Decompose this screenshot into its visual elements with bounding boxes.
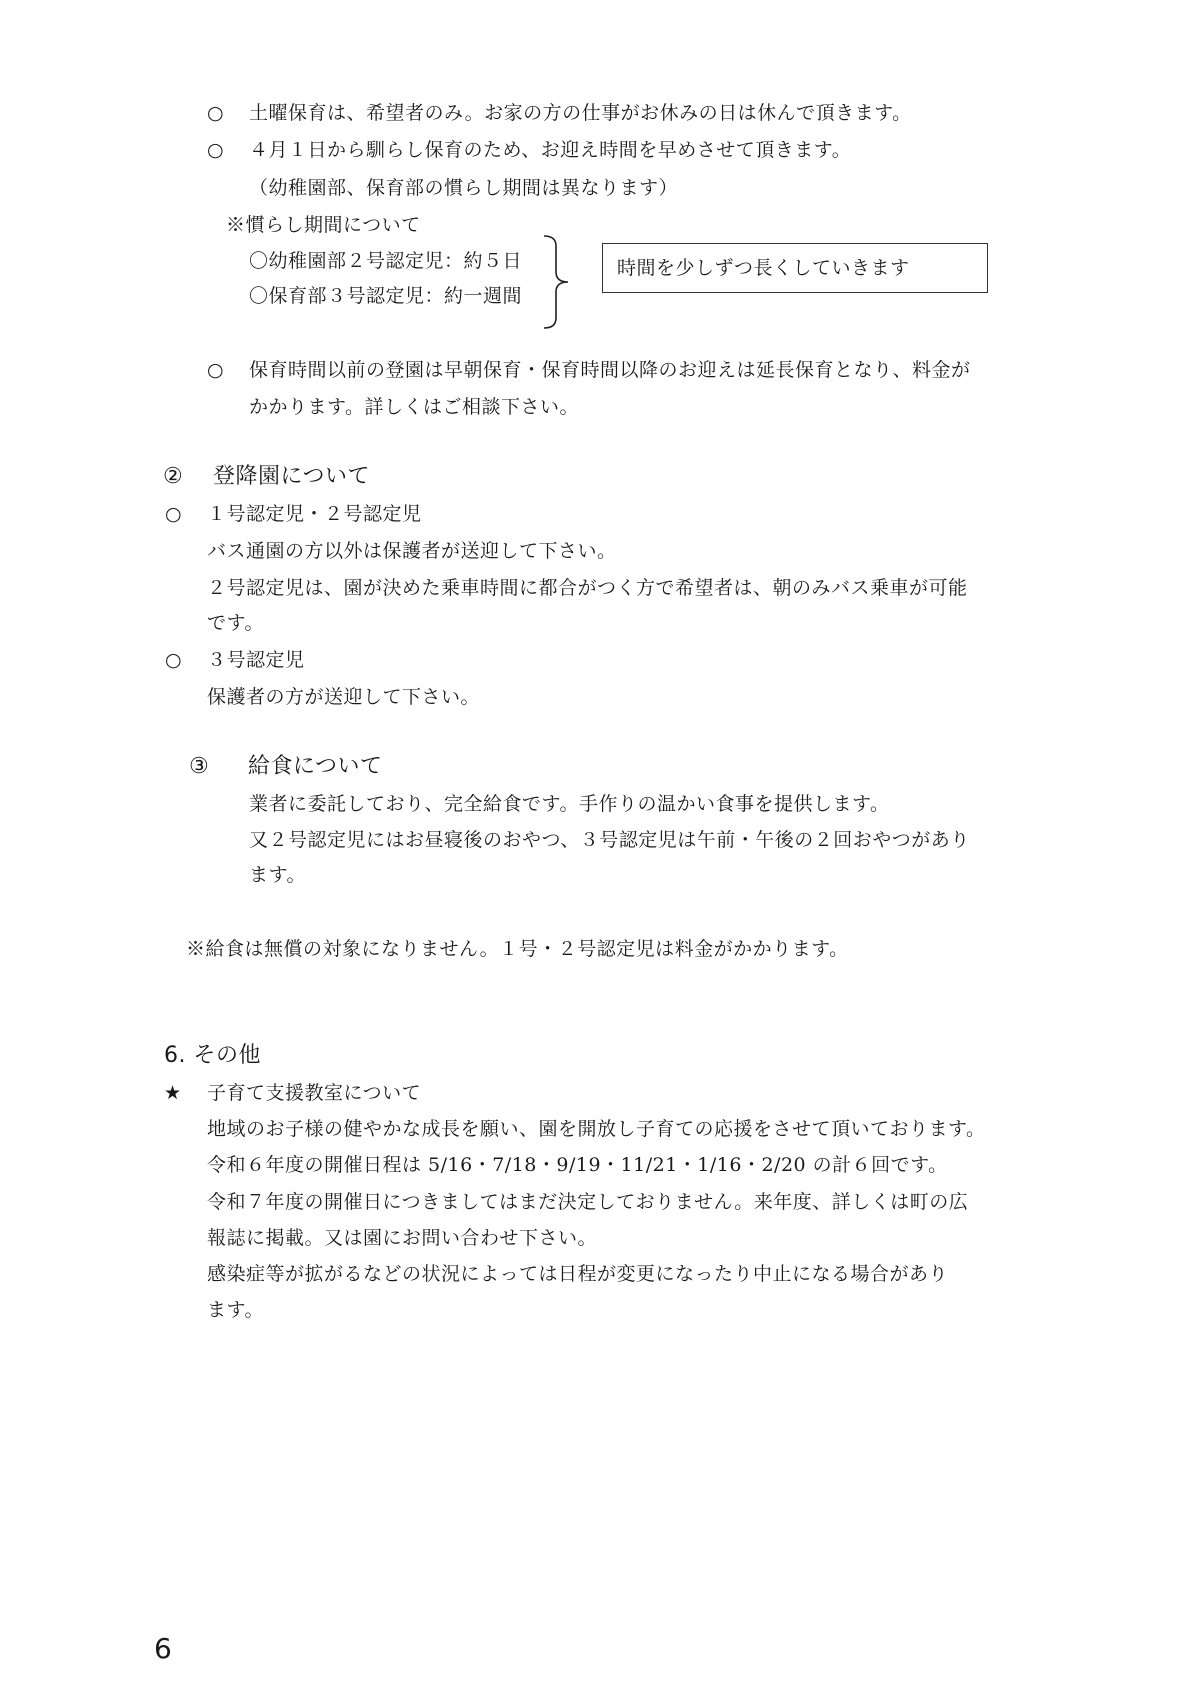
acclimation-text: ４月１日から馴らし保育のため、お迎え時間を早めさせて頂きます。 [249, 139, 852, 161]
bullet-marker: ○ [207, 102, 225, 124]
bullet-marker: ○ [207, 139, 225, 161]
brace-icon [538, 234, 578, 330]
commute-group2-line: 保護者の方が送迎して下さい。 [207, 686, 481, 708]
acclimation-note-box [602, 243, 988, 293]
section-number: ② [163, 464, 184, 489]
bullet-marker: ○ [165, 649, 183, 671]
commute-heading: 登降園について [213, 464, 371, 489]
period-nursery: 〇保育部３号認定児：約一週間 [249, 285, 523, 307]
bullet-marker: ○ [165, 503, 183, 525]
extended-care-line-1: 保育時間以前の登園は早朝保育・保育時間以降のお迎えは延長保育となり、料金が [249, 359, 971, 381]
commute-group2-title: ３号認定児 [207, 649, 305, 671]
other-heading: 6. その他 [164, 1043, 261, 1068]
extended-care-line-2: かかります。詳しくはご相談下さい。 [249, 396, 579, 418]
support-class-line: 令和７年度の開催日につきましてはまだ決定しておりません。来年度、詳しくは町の広 [207, 1191, 969, 1213]
support-class-line: 地域のお子様の健やかな成長を願い、園を開放し子育ての応援をさせて頂いております。 [207, 1118, 986, 1140]
meals-fee-note: ※給食は無償の対象になりません。１号・２号認定児は料金がかかります。 [186, 938, 849, 960]
commute-group1-line: です。 [207, 612, 264, 634]
commute-group1-line: バス通園の方以外は保護者が送迎して下さい。 [207, 540, 617, 562]
commute-group1-title: １号認定児・２号認定児 [207, 503, 422, 525]
commute-group1-line: ２号認定児は、園が決めた乗車時間に都合がつく方で希望者は、朝のみバス乗車が可能 [207, 577, 968, 599]
support-class-line: ます。 [207, 1299, 264, 1321]
support-class-line: 感染症等が拡がるなどの状況によっては日程が変更になったり中止になる場合があり [207, 1263, 949, 1285]
period-kindergarten: 〇幼稚園部２号認定児：約５日 [249, 250, 523, 272]
saturday-care-text: 土曜保育は、希望者のみ。お家の方の仕事がお休みの日は休んで頂きます。 [249, 102, 912, 124]
acclimation-period-heading: ※慣らし期間について [226, 214, 421, 236]
bullet-marker: ○ [207, 359, 225, 381]
meals-line: 業者に委託しており、完全給食です。手作りの温かい食事を提供します。 [249, 793, 890, 815]
meals-heading: 給食について [248, 754, 383, 779]
acclimation-paren-note: （幼稚園部、保育部の慣らし期間は異なります） [249, 177, 679, 199]
support-class-title: 子育て支援教室について [207, 1082, 422, 1104]
meals-line: 又２号認定児にはお昼寝後のおやつ、３号認定児は午前・午後の２回おやつがあり [249, 829, 970, 851]
page-number: 6 [154, 1632, 172, 1665]
star-icon: ★ [164, 1082, 182, 1104]
section-number: ③ [189, 754, 210, 779]
support-class-line: 報誌に掲載。又は園にお問い合わせ下さい。 [207, 1227, 598, 1249]
support-class-line: 令和６年度の開催日程は 5/16・7/18・9/19・11/21・1/16・2/20 の計６回です。 [207, 1154, 948, 1176]
note-box-text: 時間を少しずつ長くしていきます [617, 257, 910, 279]
meals-line: ます。 [249, 864, 306, 886]
